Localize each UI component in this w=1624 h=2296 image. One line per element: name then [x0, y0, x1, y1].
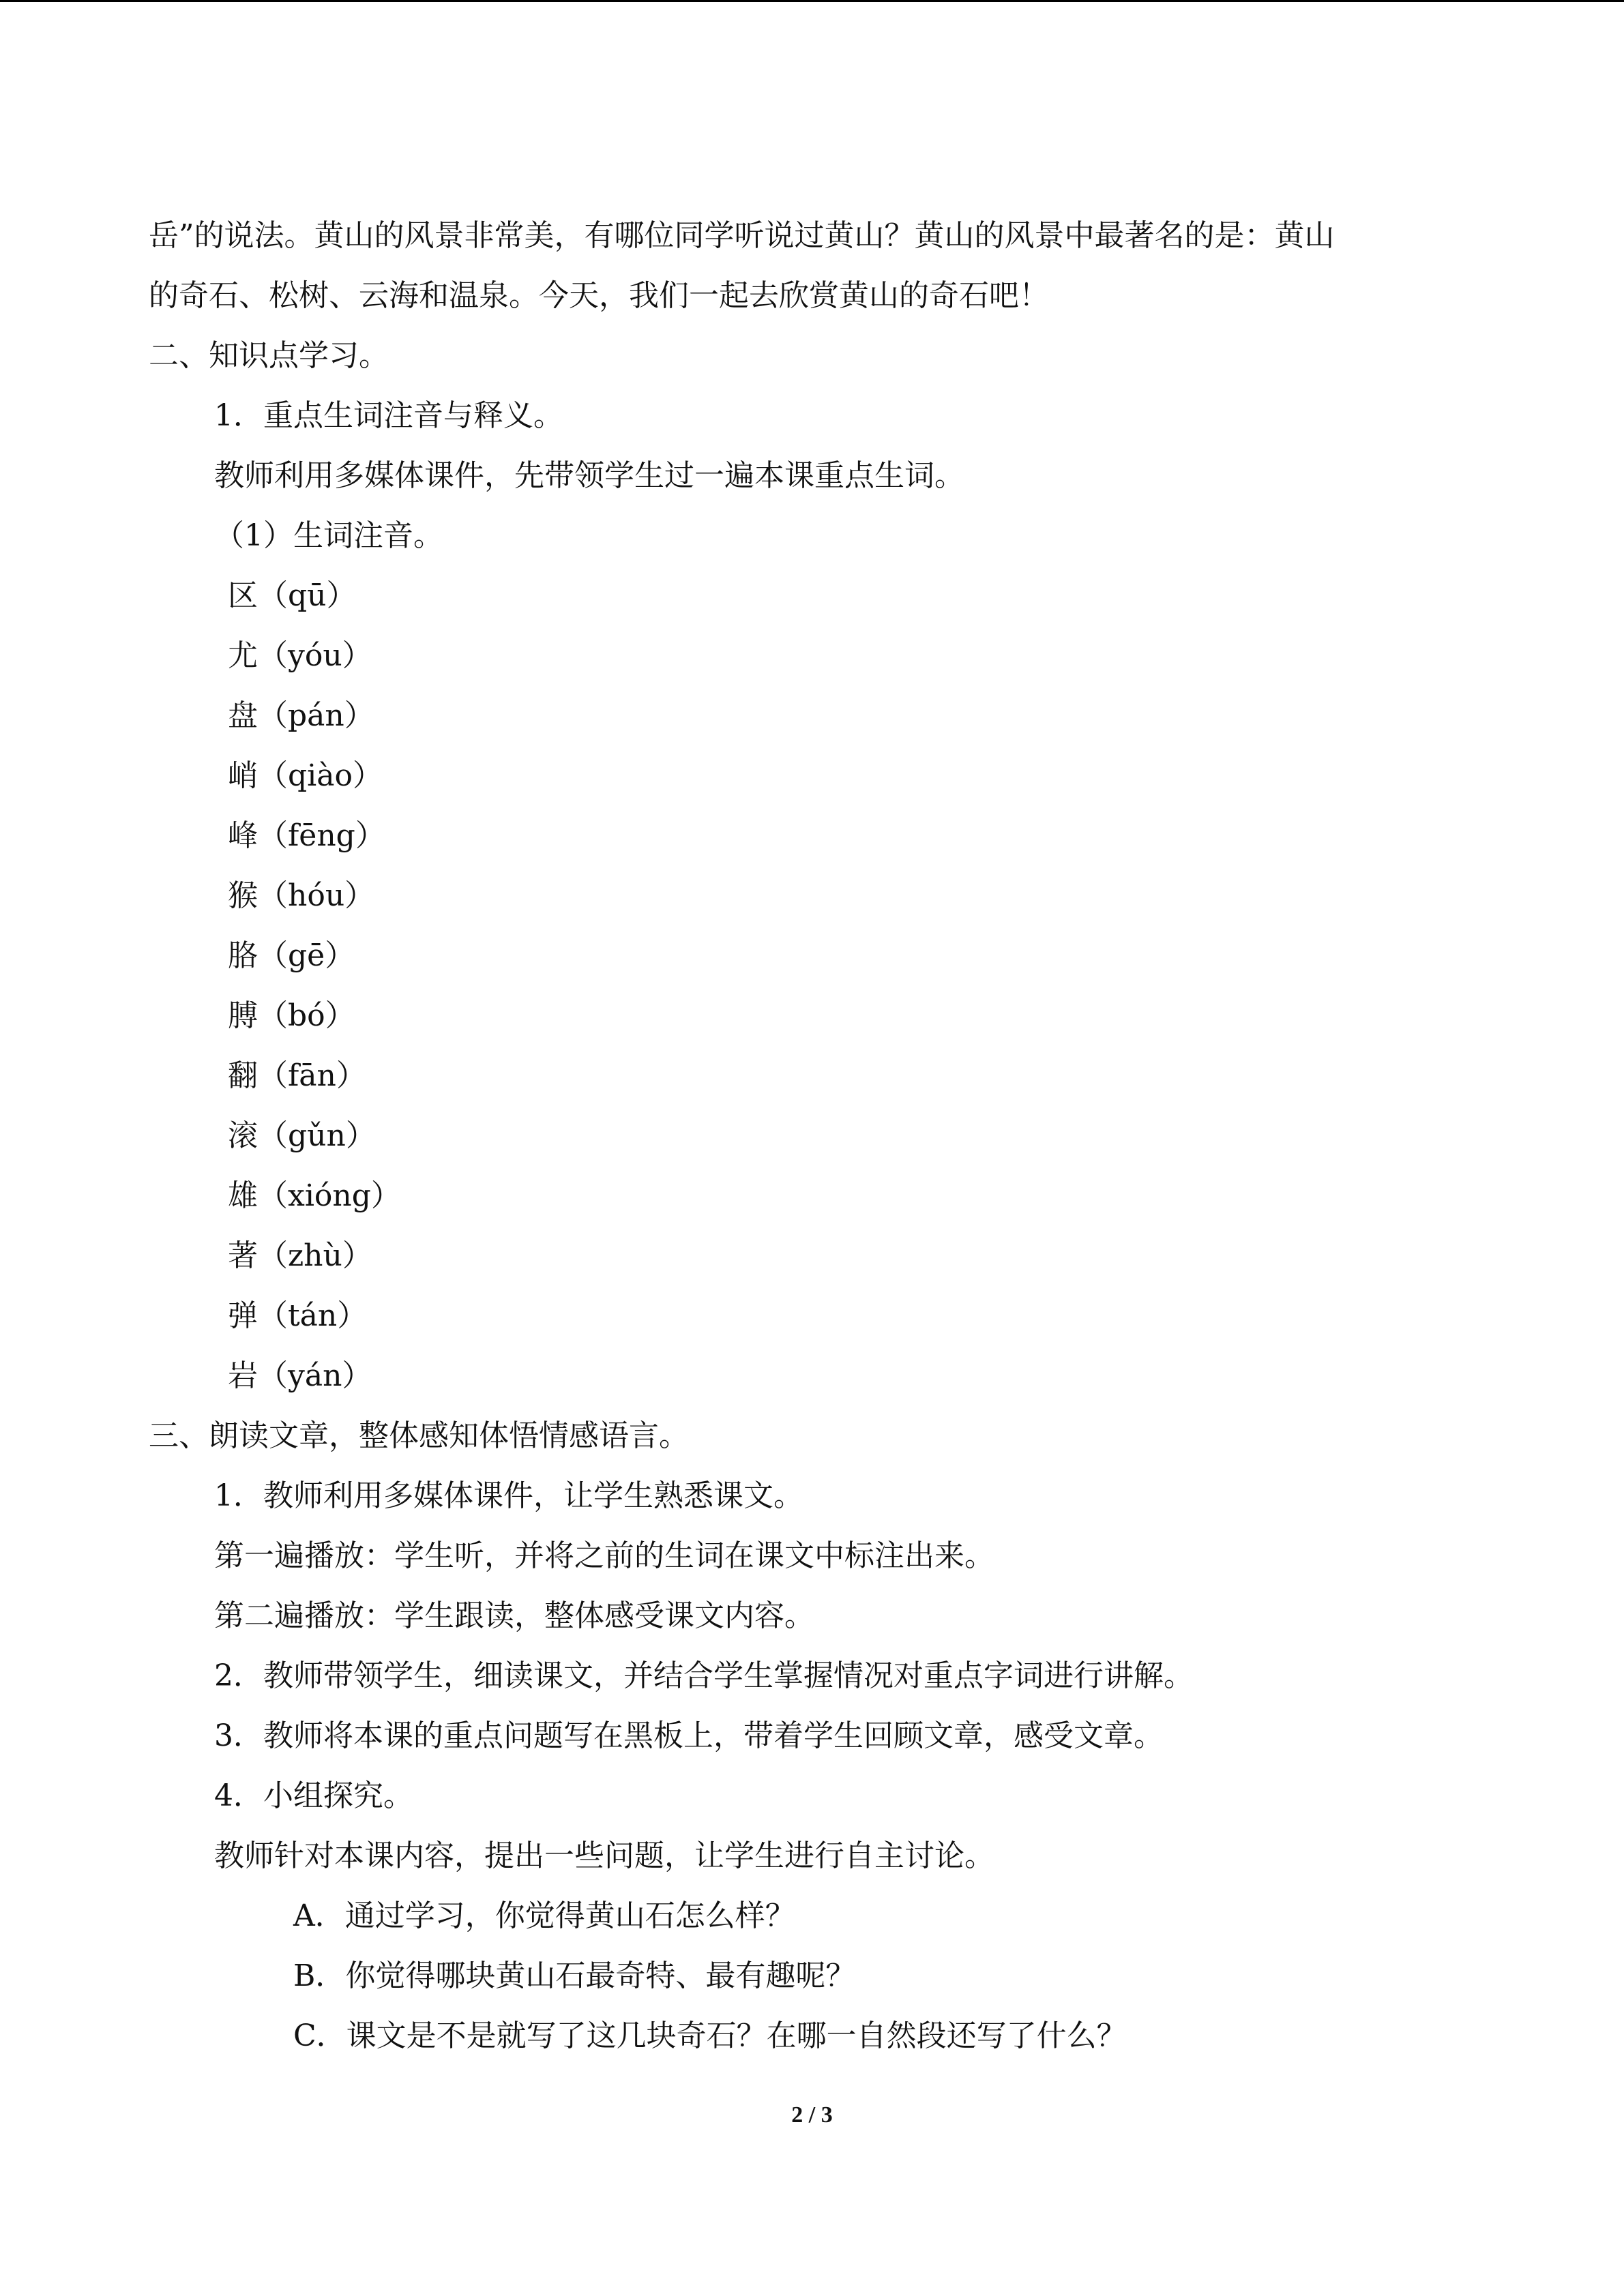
vocab-item: 著（zhù）	[228, 1238, 372, 1273]
instruction-text: 教师利用多媒体课件，先带领学生过一遍本课重点生词。	[214, 458, 964, 493]
step-4: 4．小组探究。	[214, 1778, 413, 1813]
vocab-item: 胳（gē）	[228, 938, 355, 973]
vocab-item: 岩（yán）	[228, 1358, 372, 1393]
section-heading-3: 三、朗读文章，整体感知体悟情感语言。	[149, 1418, 689, 1453]
step-1: 1．教师利用多媒体课件，让学生熟悉课文。	[214, 1478, 803, 1513]
discussion-intro: 教师针对本课内容，提出一些问题，让学生进行自主讨论。	[214, 1838, 994, 1873]
vocab-item: 滚（gǔn）	[228, 1118, 376, 1153]
step-3: 3．教师将本课的重点问题写在黑板上，带着学生回顾文章，感受文章。	[214, 1718, 1164, 1753]
question-b: B．你觉得哪块黄山石最奇特、最有趣呢？	[293, 1958, 856, 1993]
vocab-item: 膊（bó）	[228, 998, 355, 1033]
vocab-item: 翻（fān）	[228, 1058, 366, 1093]
step-2: 2．教师带领学生，细读课文，并结合学生掌握情况对重点字词进行讲解。	[214, 1658, 1194, 1693]
page-number: 2 / 3	[791, 2102, 833, 2128]
intro-paragraph-line-1: 岳”的说法。黄山的风景非常美，有哪位同学听说过黄山？黄山的风景中最著名的是：黄山	[149, 218, 1335, 253]
vocab-heading: （1）生词注音。	[214, 518, 443, 553]
vocab-item: 峭（qiào）	[228, 758, 383, 793]
vocab-item: 峰（fēng）	[228, 818, 385, 853]
vocab-item: 猴（hóu）	[228, 878, 375, 913]
vocab-item: 盘（pán）	[228, 698, 374, 733]
vocab-item: 尤（yóu）	[228, 638, 372, 673]
vocab-item: 区（qū）	[228, 578, 357, 613]
second-playback: 第二遍播放：学生跟读，整体感受课文内容。	[214, 1598, 814, 1633]
subsection-heading-1: 1．重点生词注音与释义。	[214, 398, 563, 433]
vocab-item: 弹（tán）	[228, 1298, 368, 1333]
first-playback: 第一遍播放：学生听，并将之前的生词在课文中标注出来。	[214, 1538, 994, 1573]
section-heading-2: 二、知识点学习。	[149, 338, 389, 373]
intro-paragraph-line-2: 的奇石、松树、云海和温泉。今天，我们一起去欣赏黄山的奇石吧！	[149, 278, 1049, 313]
question-c: C．课文是不是就写了这几块奇石？在哪一自然段还写了什么？	[293, 2018, 1127, 2053]
vocab-item: 雄（xióng）	[228, 1178, 401, 1213]
question-a: A．通过学习，你觉得黄山石怎么样？	[293, 1898, 795, 1933]
